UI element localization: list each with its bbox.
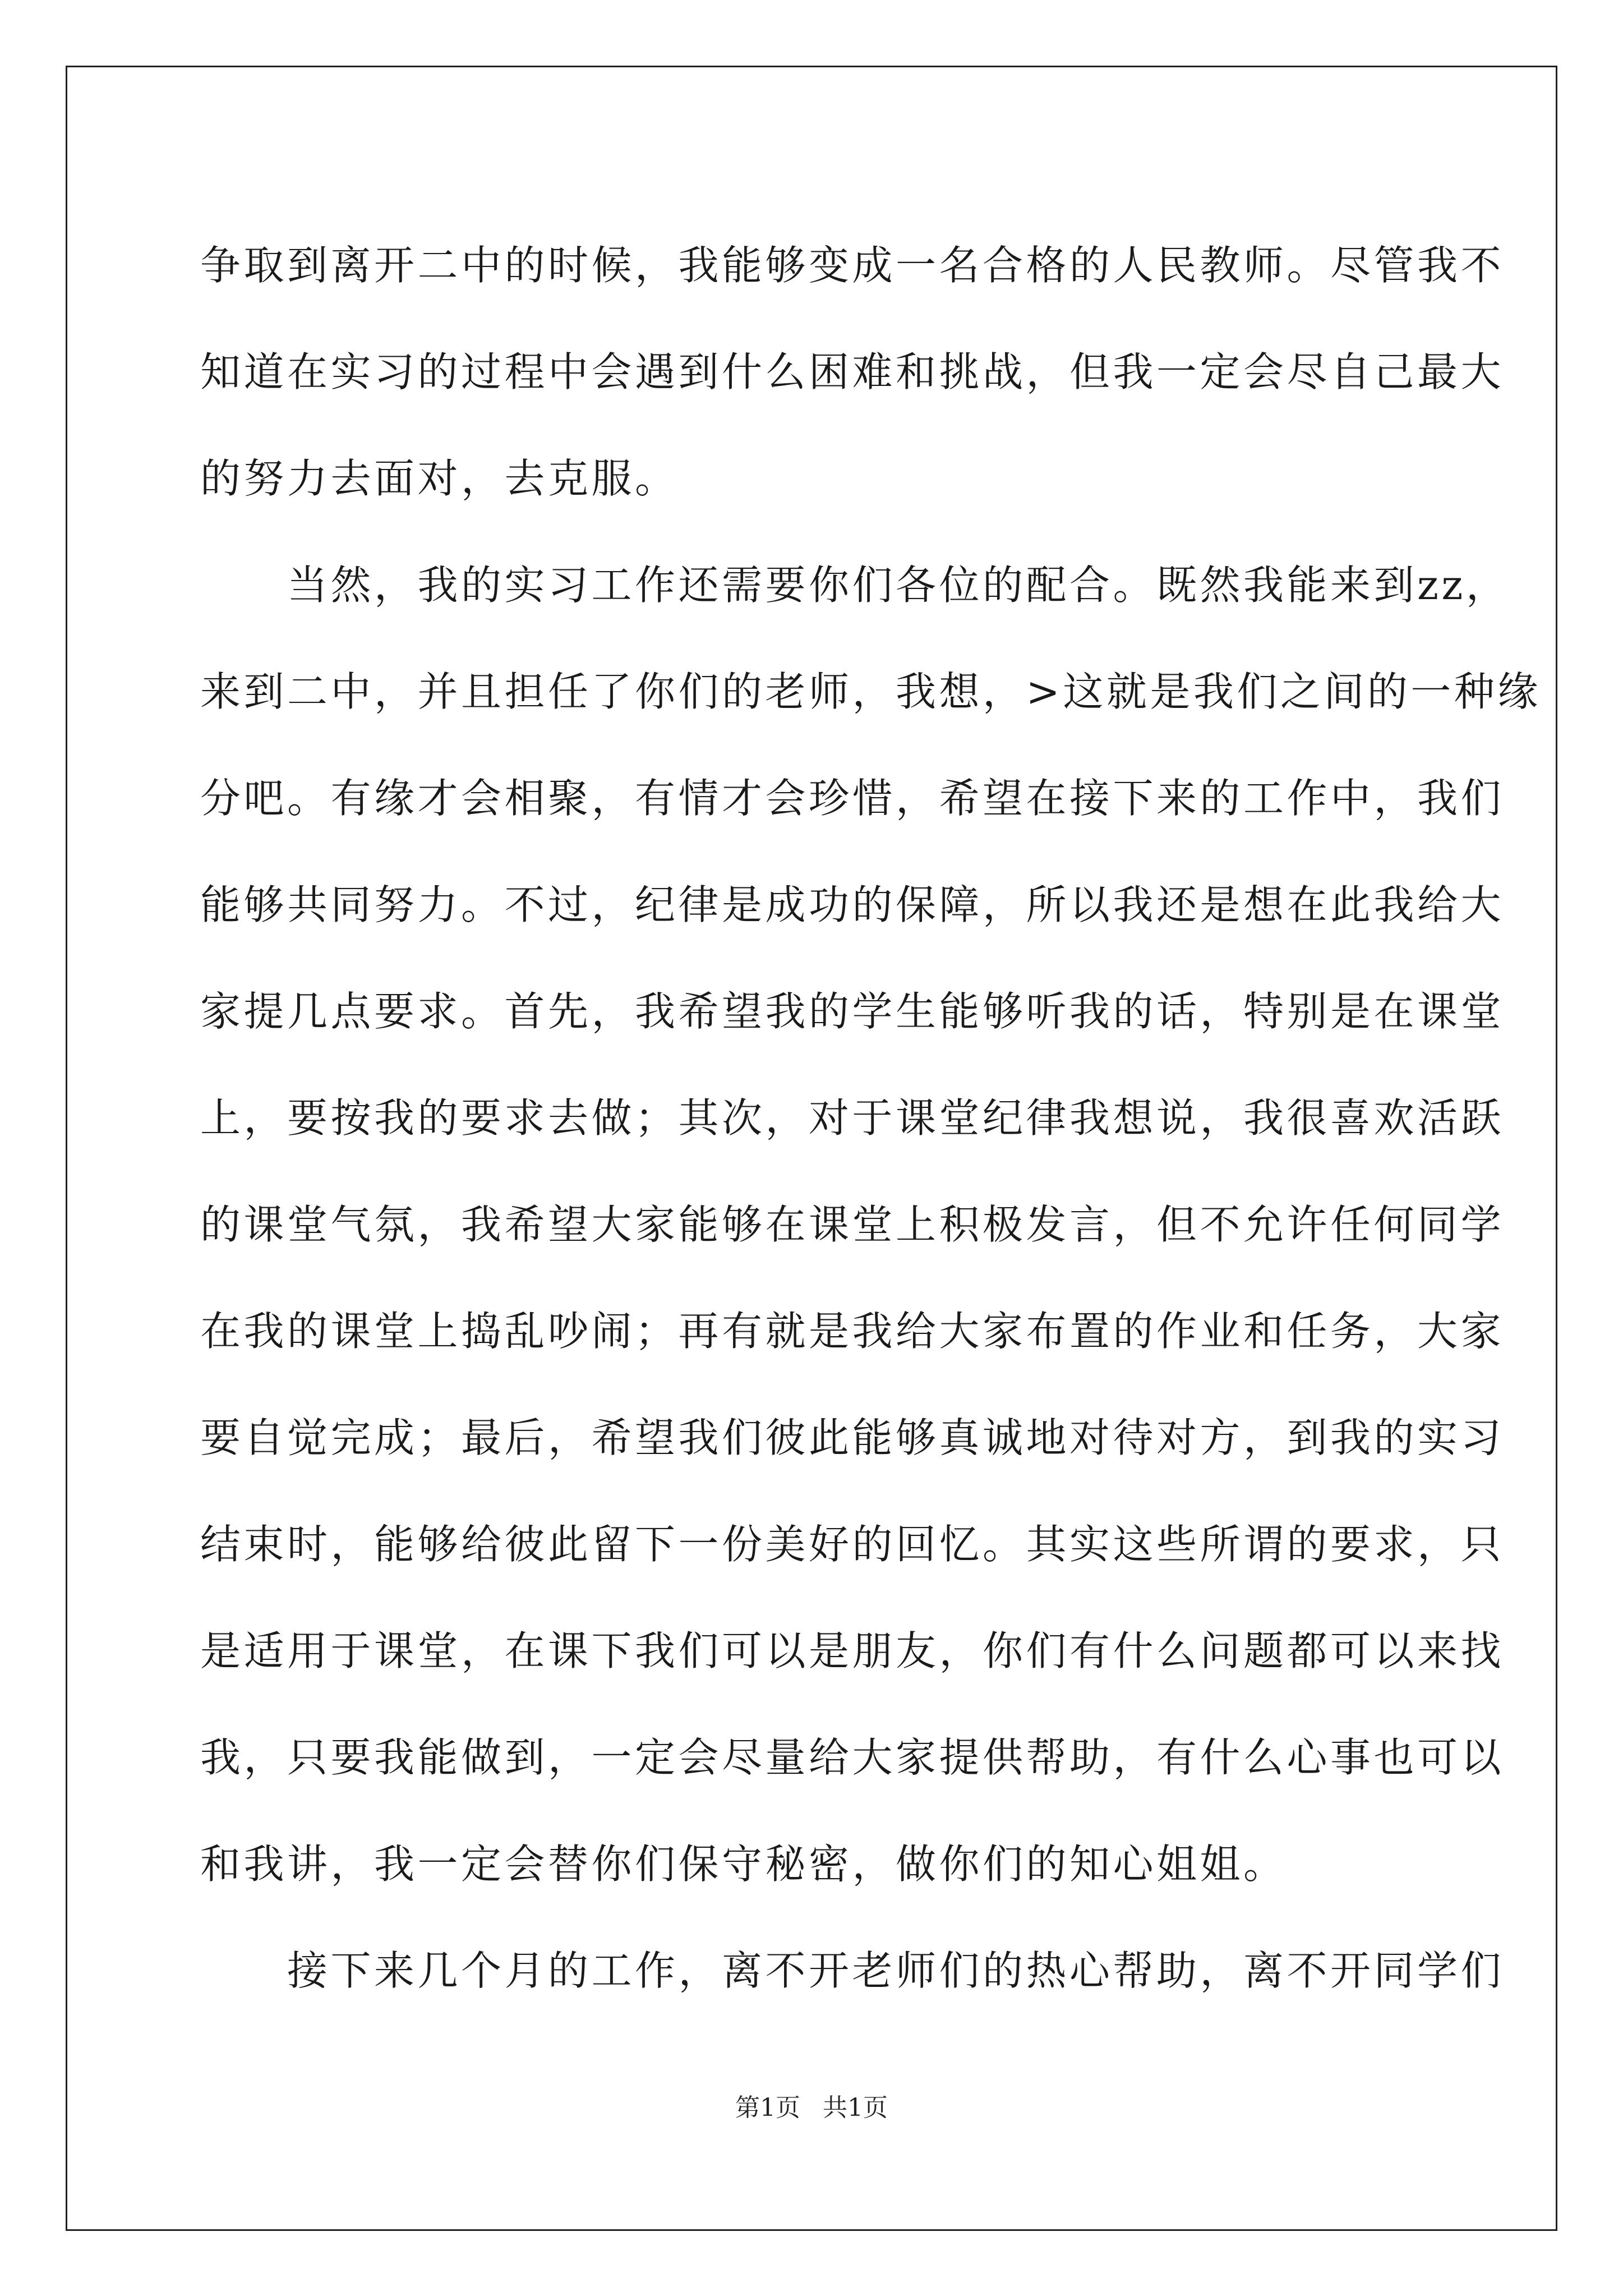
document-body (200, 212, 1541, 2024)
page-number-total: 共1页 (823, 2093, 888, 2122)
text-line: 和我讲，我一定会替你们保守秘密，做你们的知心姐姐。 (200, 1841, 1287, 1888)
text-line: 的努力去面对，去克服。 (200, 455, 679, 502)
page-footer (0, 2091, 1623, 2125)
text-line: 争取到离开二中的时候，我能够变成一名合格的人民教师。尽管我不 (200, 242, 1505, 289)
text-line: 知道在实习的过程中会遇到什么困难和挑战，但我一定会尽自己最大 (200, 348, 1505, 395)
text-line: 来到二中，并且担任了你们的老师，我想，>这就是我们之间的一种缘 (200, 668, 1541, 715)
text-line: 家提几点要求。首先，我希望我的学生能够听我的话，特别是在课堂 (200, 988, 1505, 1035)
text-line: 结束时，能够给彼此留下一份美好的回忆。其实这些所谓的要求，只 (200, 1521, 1505, 1568)
text-line: 在我的课堂上捣乱吵闹；再有就是我给大家布置的作业和任务，大家 (200, 1308, 1505, 1355)
text-line: 的课堂气氛，我希望大家能够在课堂上积极发言，但不允许任何同学 (200, 1201, 1505, 1248)
text-line: 接下来几个月的工作，离不开老师们的热心帮助，离不开同学们 (200, 1947, 1505, 1994)
text-line: 当然，我的实习工作还需要你们各位的配合。既然我能来到zz， (200, 562, 1510, 609)
text-line: 上，要按我的要求去做；其次，对于课堂纪律我想说，我很喜欢活跃 (200, 1094, 1505, 1142)
page-number-current: 第1页 (735, 2093, 800, 2122)
text-line: 是适用于课堂，在课下我们可以是朋友，你们有什么问题都可以来找 (200, 1627, 1505, 1674)
text-line: 我，只要我能做到，一定会尽量给大家提供帮助，有什么心事也可以 (200, 1734, 1505, 1781)
text-line: 分吧。有缘才会相聚，有情才会珍惜，希望在接下来的工作中，我们 (200, 775, 1505, 822)
text-line: 要自觉完成；最后，希望我们彼此能够真诚地对待对方，到我的实习 (200, 1414, 1505, 1461)
text-line: 能够共同努力。不过，纪律是成功的保障，所以我还是想在此我给大 (200, 881, 1505, 928)
